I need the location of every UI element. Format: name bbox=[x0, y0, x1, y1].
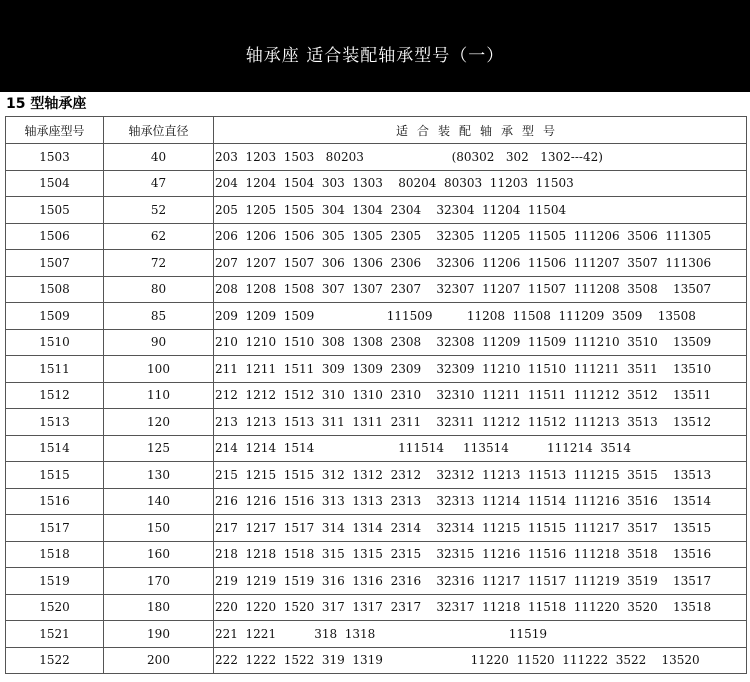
bore-diameter-cell: 190 bbox=[104, 621, 214, 648]
compatible-bearings-cell: 217 1217 1517 314 1314 2314 32314 11215 11515 111217 3517 13515 bbox=[214, 515, 746, 542]
compatible-bearings-cell: 208 1208 1508 307 1307 2307 32307 11207 11507 111208 3508 13507 bbox=[214, 277, 746, 304]
bore-diameter-cell: 85 bbox=[104, 303, 214, 330]
compatible-bearings-cell: 203 1203 1503 80203 (80302 302 1302---42) bbox=[214, 144, 746, 171]
page-title: 轴承座 适合装配轴承型号（一） bbox=[245, 45, 505, 66]
model-cell: 1521 bbox=[6, 621, 104, 648]
table-row bbox=[6, 462, 746, 489]
bore-diameter-cell: 130 bbox=[104, 462, 214, 489]
model-cell: 1507 bbox=[6, 250, 104, 277]
model-cell: 1519 bbox=[6, 568, 104, 595]
bore-diameter-cell: 150 bbox=[104, 515, 214, 542]
table-row bbox=[6, 277, 746, 304]
bore-diameter-cell: 90 bbox=[104, 330, 214, 357]
compatible-bearings-cell: 206 1206 1506 305 1305 2305 32305 11205 11505 111206 3506 111305 bbox=[214, 224, 746, 251]
table-body bbox=[6, 144, 746, 673]
bore-diameter-cell: 47 bbox=[104, 171, 214, 198]
bore-diameter-cell: 40 bbox=[104, 144, 214, 171]
bore-diameter-cell: 200 bbox=[104, 648, 214, 674]
table-row bbox=[6, 356, 746, 383]
section-title: 15 型轴承座 bbox=[6, 96, 87, 112]
compatible-bearings-cell: 204 1204 1504 303 1303 80204 80303 11203 11503 bbox=[214, 171, 746, 198]
table-row bbox=[6, 436, 746, 463]
header-banner bbox=[0, 0, 750, 92]
model-cell: 1514 bbox=[6, 436, 104, 463]
compatible-bearings-cell: 216 1216 1516 313 1313 2313 32313 11214 11514 111216 3516 13514 bbox=[214, 489, 746, 516]
model-cell: 1506 bbox=[6, 224, 104, 251]
model-cell: 1504 bbox=[6, 171, 104, 198]
table-row bbox=[6, 409, 746, 436]
table-row bbox=[6, 568, 746, 595]
compatible-bearings-cell: 213 1213 1513 311 1311 2311 32311 11212 11512 111213 3513 13512 bbox=[214, 409, 746, 436]
table-row bbox=[6, 515, 746, 542]
compatible-bearings-cell: 205 1205 1505 304 1304 2304 32304 11204 11504 bbox=[214, 197, 746, 224]
model-cell: 1522 bbox=[6, 648, 104, 674]
column-header-model: 轴承座型号 bbox=[6, 117, 104, 144]
compatible-bearings-cell: 221 1221 318 1318 11519 bbox=[214, 621, 746, 648]
column-header-bore: 轴承位直径 bbox=[104, 117, 214, 144]
table-row bbox=[6, 489, 746, 516]
compatible-bearings-cell: 220 1220 1520 317 1317 2317 32317 11218 11518 111220 3520 13518 bbox=[214, 595, 746, 622]
compatible-bearings-cell: 215 1215 1515 312 1312 2312 32312 11213 11513 111215 3515 13513 bbox=[214, 462, 746, 489]
table-row bbox=[6, 542, 746, 569]
compatible-bearings-cell: 222 1222 1522 319 1319 11220 11520 111222 3522 13520 bbox=[215, 653, 700, 668]
bore-diameter-cell: 125 bbox=[104, 436, 214, 463]
table-row bbox=[6, 621, 746, 648]
compatible-bearings-cell: 207 1207 1507 306 1306 2306 32306 11206 11506 111207 3507 111306 bbox=[214, 250, 746, 277]
model-cell: 1508 bbox=[6, 277, 104, 304]
bearing-spec-table bbox=[5, 116, 747, 674]
model-cell: 1503 bbox=[6, 144, 104, 171]
table-row bbox=[6, 144, 746, 171]
model-cell: 1518 bbox=[6, 542, 104, 569]
model-cell: 1516 bbox=[6, 489, 104, 516]
compatible-bearings-cell: 209 1209 1509 111509 11208 11508 111209 3509 13508 bbox=[214, 303, 746, 330]
table-row bbox=[6, 224, 746, 251]
model-cell: 1520 bbox=[6, 595, 104, 622]
bore-diameter-cell: 140 bbox=[104, 489, 214, 516]
table-row bbox=[6, 250, 746, 277]
table-row bbox=[6, 330, 746, 357]
compatible-bearings-cell: 219 1219 1519 316 1316 2316 32316 11217 11517 111219 3519 13517 bbox=[214, 568, 746, 595]
table-header-row bbox=[6, 117, 746, 144]
table-row bbox=[6, 303, 746, 330]
table-row bbox=[6, 383, 746, 410]
compatible-bearings-cell: 214 1214 1514 111514 113514 111214 3514 bbox=[214, 436, 746, 463]
model-cell: 1515 bbox=[6, 462, 104, 489]
column-header-fits: 适合装配轴承型号 bbox=[214, 117, 746, 144]
bore-diameter-cell: 160 bbox=[104, 542, 214, 569]
model-cell: 1510 bbox=[6, 330, 104, 357]
model-cell: 1509 bbox=[6, 303, 104, 330]
compatible-bearings-cell: 210 1210 1510 308 1308 2308 32308 11209 11509 111210 3510 13509 bbox=[214, 330, 746, 357]
bore-diameter-cell: 120 bbox=[104, 409, 214, 436]
compatible-bearings-cell: 212 1212 1512 310 1310 2310 32310 11211 11511 111212 3512 13511 bbox=[214, 383, 746, 410]
table-row bbox=[6, 595, 746, 622]
bore-diameter-cell: 72 bbox=[104, 250, 214, 277]
model-cell: 1513 bbox=[6, 409, 104, 436]
model-cell: 1511 bbox=[6, 356, 104, 383]
compatible-bearings-cell: 211 1211 1511 309 1309 2309 32309 11210 11510 111211 3511 13510 bbox=[214, 356, 746, 383]
compatible-bearings-cell: 218 1218 1518 315 1315 2315 32315 11216 11516 111218 3518 13516 bbox=[214, 542, 746, 569]
bore-diameter-cell: 110 bbox=[104, 383, 214, 410]
bore-diameter-cell: 52 bbox=[104, 197, 214, 224]
model-cell: 1512 bbox=[6, 383, 104, 410]
bore-diameter-cell: 62 bbox=[104, 224, 214, 251]
bore-diameter-cell: 170 bbox=[104, 568, 214, 595]
table-row bbox=[6, 648, 746, 674]
bore-diameter-cell: 80 bbox=[104, 277, 214, 304]
model-cell: 1517 bbox=[6, 515, 104, 542]
bore-diameter-cell: 100 bbox=[104, 356, 214, 383]
table-row bbox=[6, 171, 746, 198]
bore-diameter-cell: 180 bbox=[104, 595, 214, 622]
table-row bbox=[6, 197, 746, 224]
model-cell: 1505 bbox=[6, 197, 104, 224]
